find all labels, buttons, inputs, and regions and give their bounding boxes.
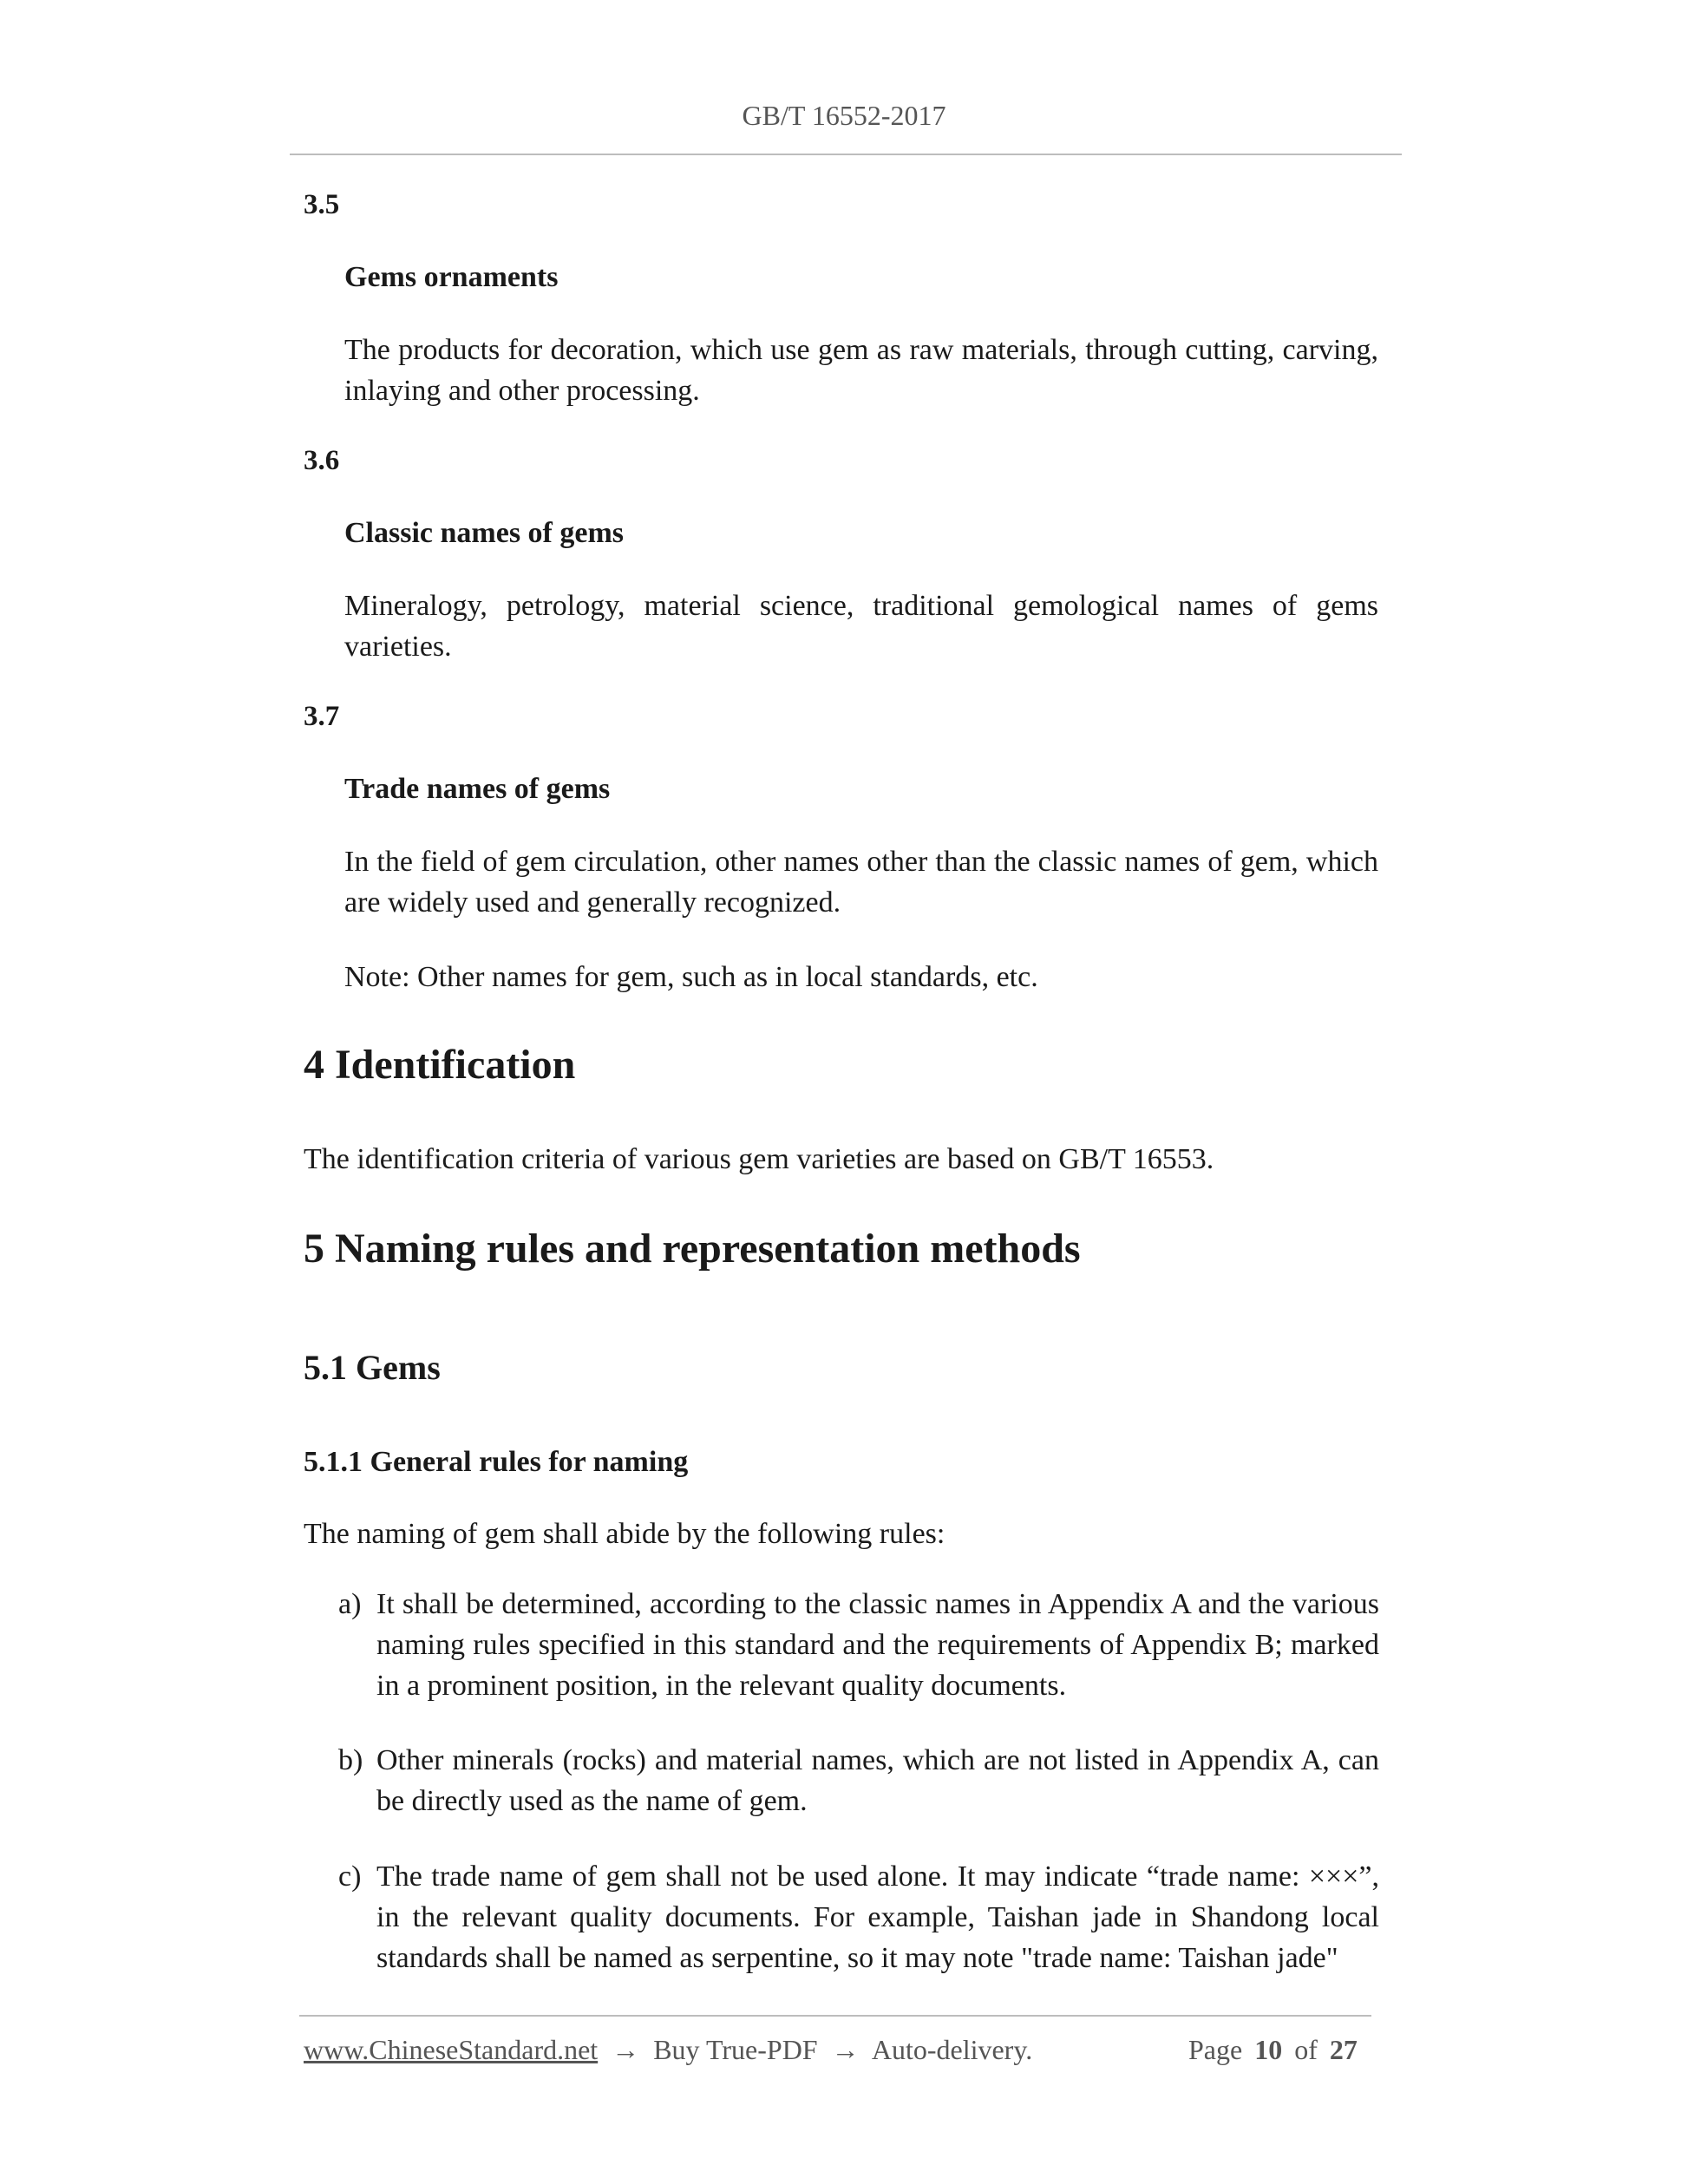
arrow-right-icon: →: [831, 2034, 860, 2065]
term-definition: The products for decoration, which use gem as raw materials, through cutting, carving, inlaying and other processing.: [344, 334, 1378, 407]
term-heading: Trade names of gems: [344, 773, 611, 805]
buy-pdf-text: Buy True-PDF: [653, 2034, 818, 2065]
website-link[interactable]: www.ChineseStandard.net: [304, 2034, 599, 2065]
term-note: Note: Other names for gem, such as in local standards, etc.: [344, 961, 1038, 993]
term-heading: Classic names of gems: [344, 517, 625, 549]
footer-divider: [299, 2015, 1371, 2017]
clause-number: 3.6: [304, 445, 340, 476]
list-item-text: The trade name of gem shall not be used alone. It may indicate “trade name: ×××”, in the relevant quality documents. For example, Taishan jade in Shandong local standards shall be named as serpentine, so it may note "trade name: Taishan jade": [376, 1860, 1379, 1974]
list-marker: a): [338, 1588, 362, 1620]
page-header-standard-code: GB/T 16552-2017: [742, 100, 946, 131]
total-pages: 27: [1329, 2034, 1358, 2065]
of-label: of: [1294, 2034, 1318, 2065]
list-item-text: Other minerals (rocks) and material names, which are not listed in Appendix A, can be directly used as the name of gem.: [376, 1744, 1379, 1817]
arrow-right-icon: →: [612, 2034, 640, 2065]
list-item: [338, 1584, 1379, 1706]
list-marker: c): [338, 1860, 362, 1893]
list-item-text: It shall be determined, according to the classic names in Appendix A and the various naming rules specified in this standard and the requirements of Appendix B; marked in a prominent position, in the relevant quality documents.: [376, 1588, 1379, 1702]
section-body-text: The identification criteria of various gem varieties are based on GB/T 16553.: [304, 1143, 1214, 1175]
footer-promo: [304, 2034, 1032, 2066]
term-definition: Mineralogy, petrology, material science, traditional gemological names of gems varieties.: [344, 590, 1378, 663]
page-indicator: [1188, 2034, 1363, 2066]
term-definition: In the field of gem circulation, other names other than the classic names of gem, which are widely used and generally recognized.: [344, 846, 1378, 919]
auto-delivery-text: Auto-delivery.: [871, 2034, 1033, 2065]
list-item: [338, 1740, 1379, 1821]
section-heading: 4 Identification: [304, 1042, 576, 1088]
clause-number: 3.7: [304, 701, 340, 732]
page-number: 10: [1254, 2034, 1283, 2065]
list-marker: b): [338, 1744, 363, 1776]
subsection-heading: 5.1 Gems: [304, 1348, 441, 1387]
list-item: [338, 1856, 1379, 1978]
term-heading: Gems ornaments: [344, 261, 559, 293]
header-divider: [290, 154, 1402, 155]
subsubsection-heading: 5.1.1 General rules for naming: [304, 1446, 689, 1478]
intro-text: The naming of gem shall abide by the following rules:: [304, 1518, 945, 1550]
page-label: Page: [1188, 2034, 1243, 2065]
clause-number: 3.5: [304, 189, 340, 220]
section-heading: 5 Naming rules and representation methods: [304, 1226, 1081, 1272]
